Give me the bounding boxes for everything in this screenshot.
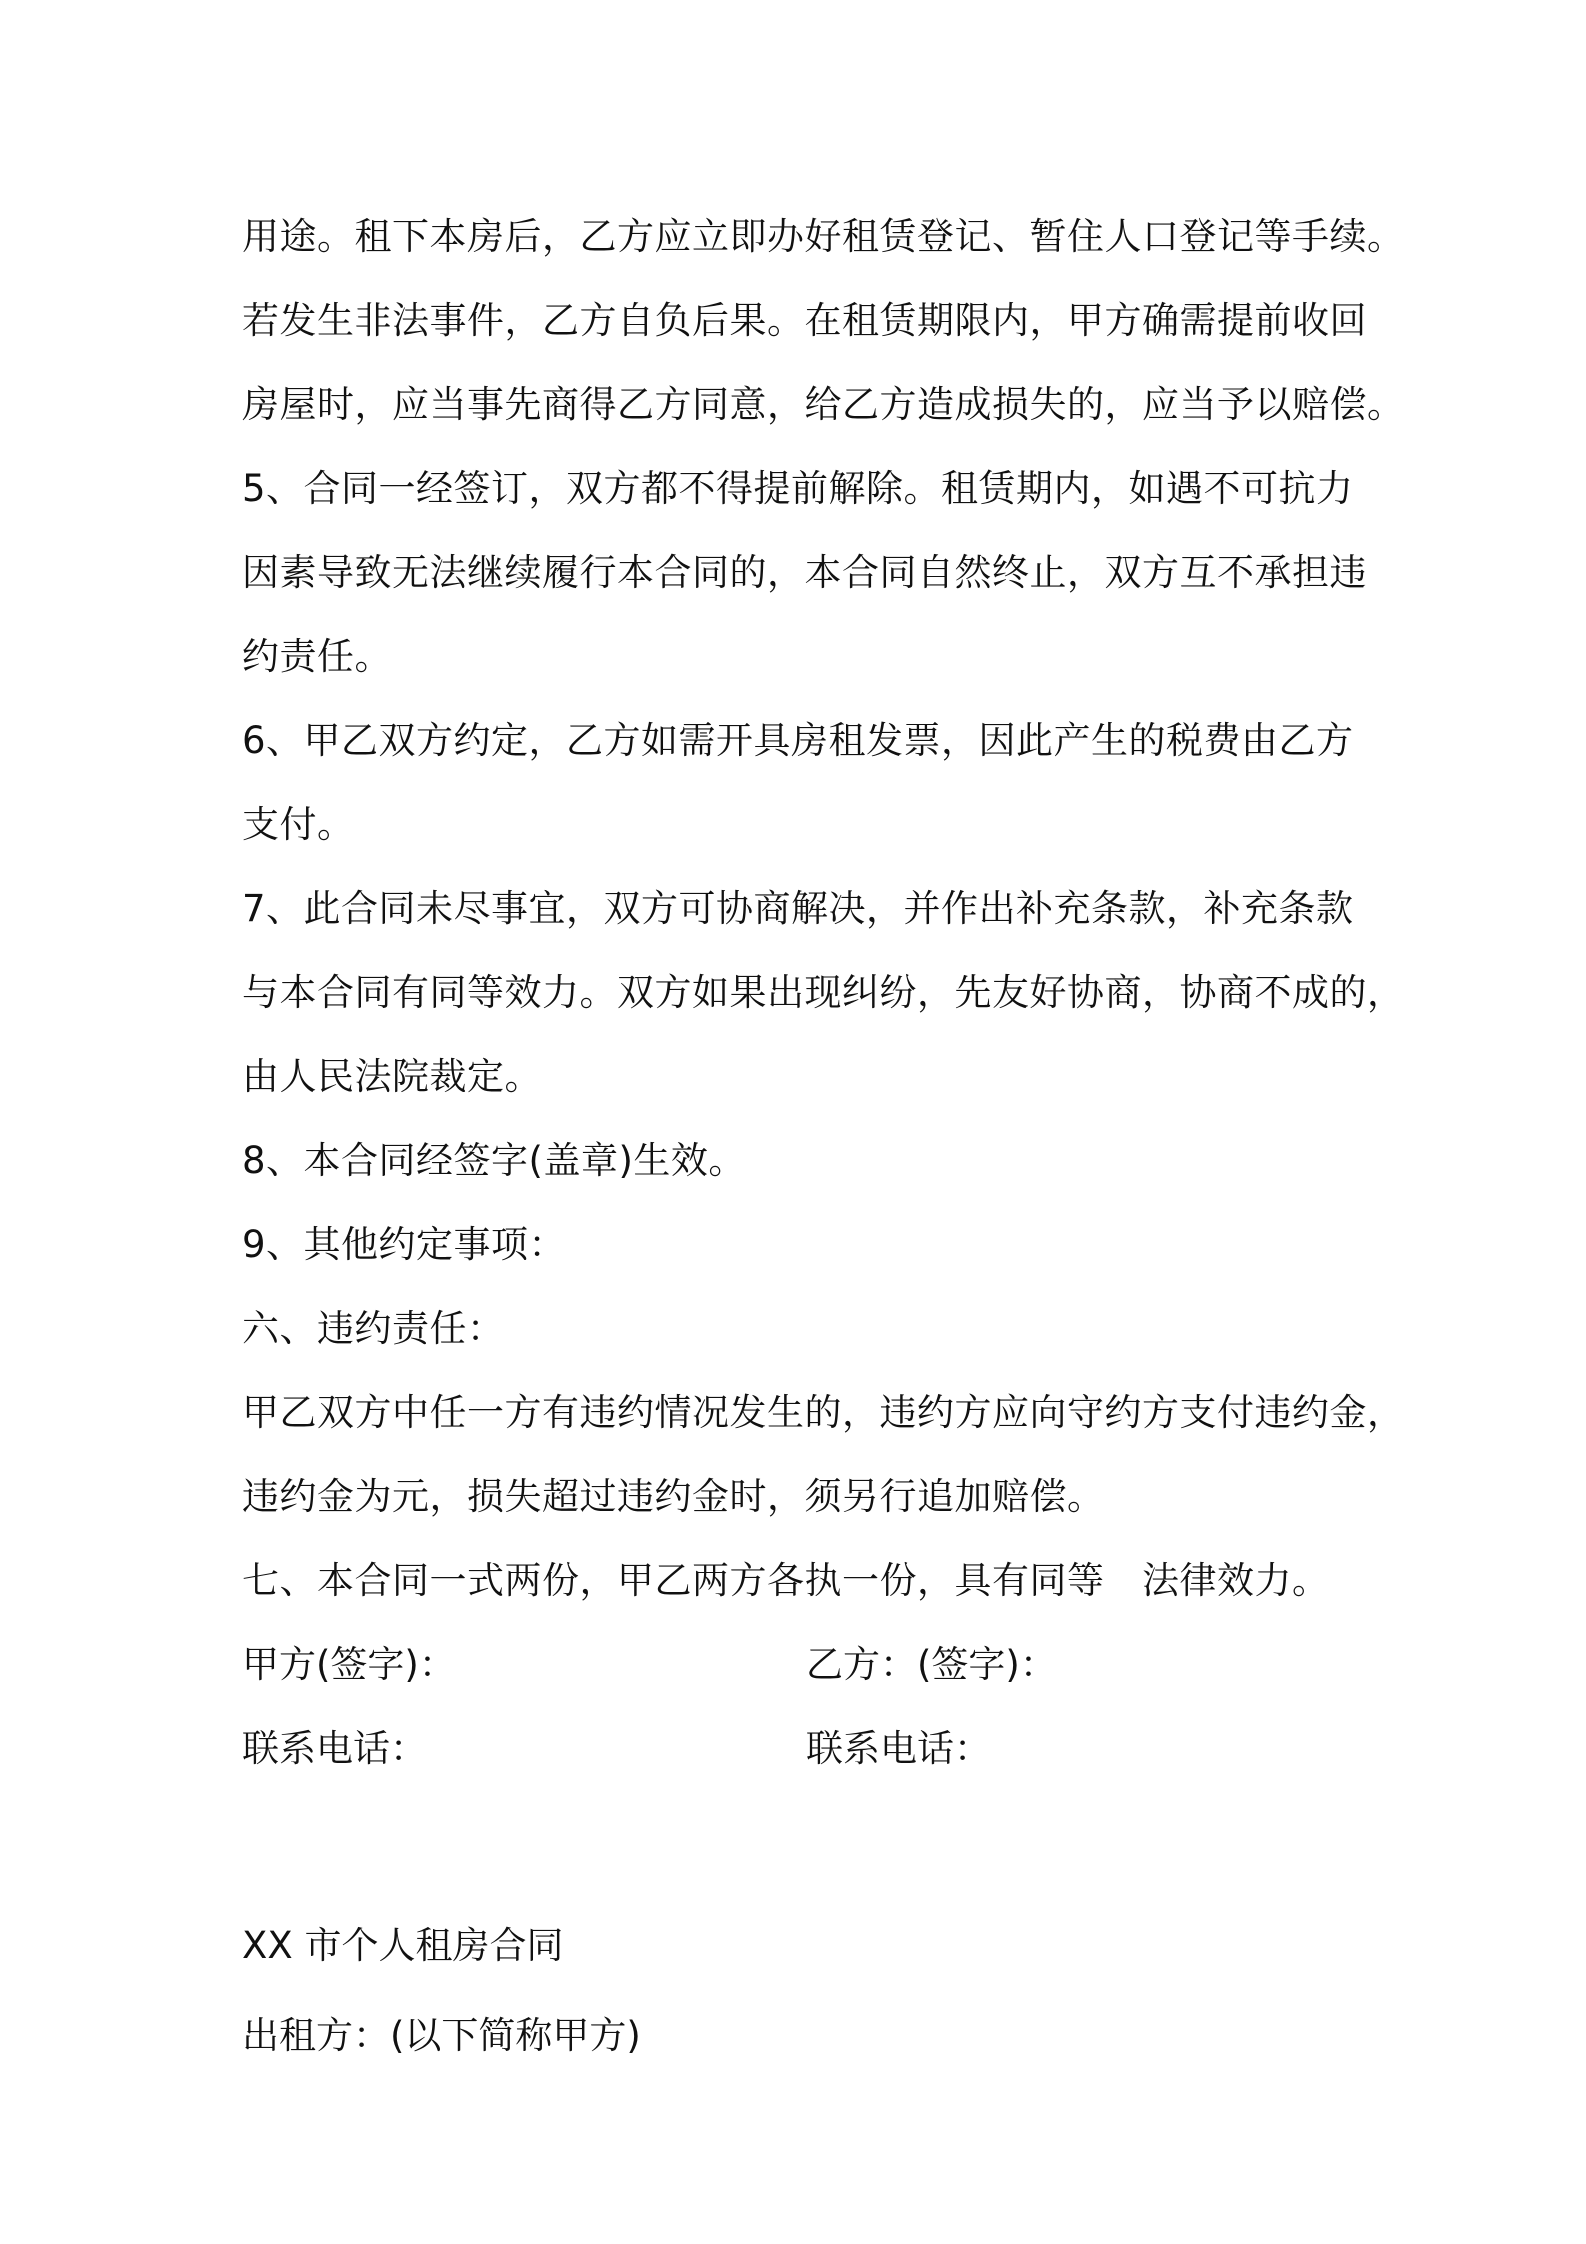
body-line: 违约金为元，损失超过违约金时，须另行追加赔偿。	[242, 1475, 1105, 1518]
document-body	[242, 195, 1405, 2081]
clause-9: 9、其他约定事项：	[242, 1223, 567, 1266]
clause-6: 6、甲乙双方约定，乙方如需开具房租发票，因此产生的税费由乙方	[242, 719, 1354, 762]
body-line: 房屋时，应当事先商得乙方同意，给乙方造成损失的，应当予以赔偿。	[242, 383, 1405, 426]
clause-7: 7、此合同未尽事宜，双方可协商解决，并作出补充条款，补充条款	[242, 887, 1354, 930]
body-line: 由人民法院裁定。	[242, 1055, 542, 1098]
spacer	[242, 1791, 1372, 1901]
clause-8: 8、本合同经签字(盖章)生效。	[242, 1139, 746, 1182]
body-line: 约责任。	[242, 635, 392, 678]
body-line: 甲乙双方中任一方有违约情况发生的，违约方应向守约方支付违约金，	[242, 1391, 1405, 1434]
party-a-signature-label: 甲方(签字)：	[242, 1643, 456, 1686]
party-b-signature-label: 乙方：(签字)：	[806, 1643, 1057, 1686]
body-line: 与本合同有同等效力。双方如果出现纠纷，先友好协商，协商不成的，	[242, 971, 1405, 1014]
section-copies: 七、本合同一式两份，甲乙两方各执一份，具有同等 法律效力。	[242, 1559, 1330, 1602]
section-heading-breach: 六、违约责任：	[242, 1307, 505, 1350]
clause-5: 5、合同一经签订，双方都不得提前解除。租赁期内，如遇不可抗力	[242, 467, 1354, 510]
body-line: 用途。租下本房后，乙方应立即办好租赁登记、暂住人口登记等手续。	[242, 215, 1405, 258]
body-line: 支付。	[242, 803, 355, 846]
signature-row	[242, 1623, 1372, 1707]
party-b-phone-label: 联系电话：	[806, 1727, 991, 1770]
body-line: 因素导致无法继续履行本合同的，本合同自然终止，双方互不承担违	[242, 551, 1367, 594]
phone-row	[242, 1707, 1372, 1791]
body-line: 若发生非法事件，乙方自负后果。在租赁期限内，甲方确需提前收回	[242, 299, 1367, 342]
lessor-line: 出租方：(以下简称甲方)	[242, 2014, 641, 2057]
next-contract-title: XX 市个人租房合同	[242, 1924, 564, 1967]
party-a-phone-label: 联系电话：	[242, 1727, 427, 1770]
